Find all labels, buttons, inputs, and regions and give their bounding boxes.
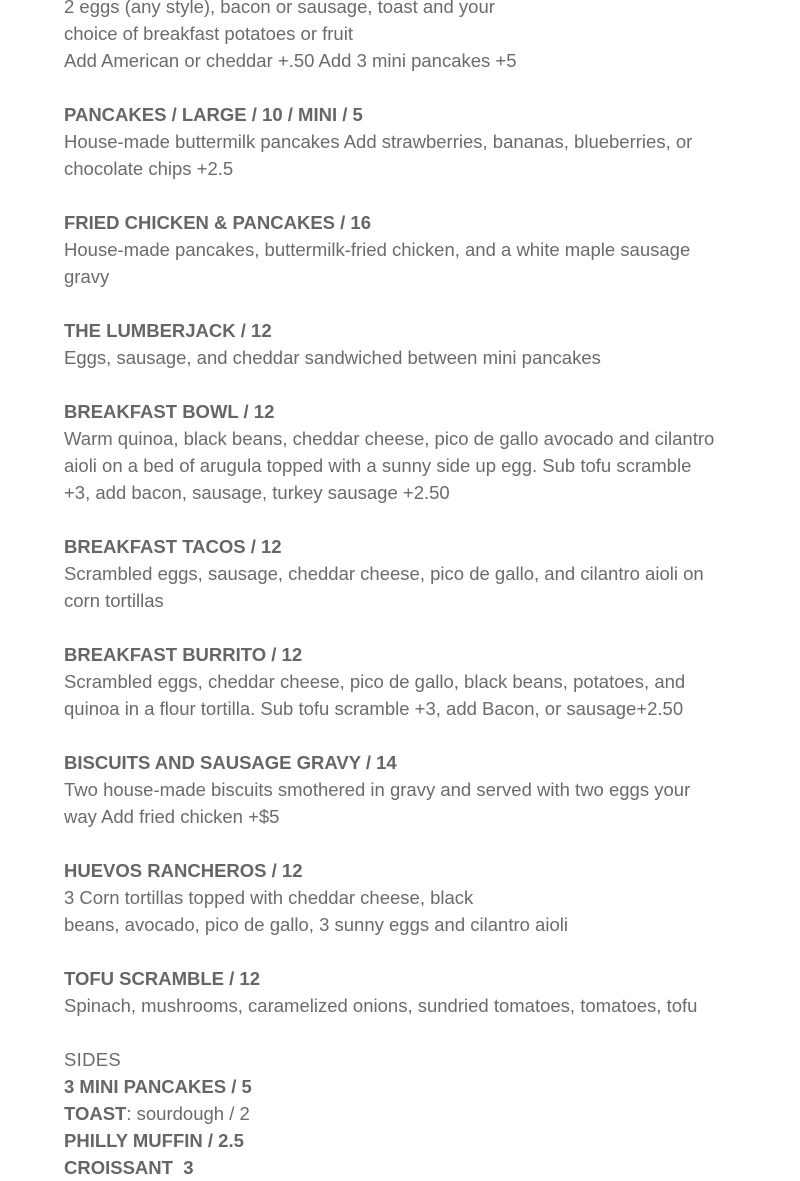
intro-line: Add American or cheddar +.50 Add 3 mini pancakes +5 (64, 50, 517, 71)
menu-item-description: Spinach, mushrooms, caramelized onions, sundried tomatoes, tomatoes, tofu (64, 995, 698, 1016)
side-item-name: CROISSANT 3 (64, 1157, 194, 1178)
menu-item-description: chocolate chips +2.5 (64, 158, 234, 179)
menu-item-biscuits-gravy (64, 749, 744, 830)
menu-item-tofu-scramble (64, 965, 744, 1019)
breakfast-menu (64, 0, 744, 1181)
side-item-name: 3 MINI PANCAKES / 5 (64, 1076, 252, 1097)
side-item-name: TOAST (64, 1103, 127, 1124)
menu-item-description: beans, avocado, pico de gallo, 3 sunny eggs and cilantro aioli (64, 914, 568, 935)
menu-item-fried-chicken-pancakes (64, 209, 744, 290)
menu-item-title: PANCAKES / LARGE / 10 / MINI / 5 (64, 104, 363, 125)
menu-item-description: Two house-made biscuits smothered in gravy and served with two eggs your (64, 779, 691, 800)
menu-item-title: BISCUITS AND SAUSAGE GRAVY / 14 (64, 752, 397, 773)
menu-item-lumberjack (64, 317, 744, 371)
intro-item (64, 0, 744, 74)
menu-item-title: TOFU SCRAMBLE / 12 (64, 968, 260, 989)
menu-item-breakfast-burrito (64, 641, 744, 722)
sides-heading: SIDES (64, 1049, 122, 1070)
menu-item-description: Eggs, sausage, and cheddar sandwiched between mini pancakes (64, 347, 601, 368)
menu-item-description: Scrambled eggs, cheddar cheese, pico de gallo, black beans, potatoes, and (64, 671, 686, 692)
menu-item-description: quinoa in a flour tortilla. Sub tofu scramble +3, add Bacon, or sausage+2.50 (64, 698, 684, 719)
menu-item-huevos-rancheros (64, 857, 744, 938)
menu-item-title: FRIED CHICKEN & PANCAKES / 16 (64, 212, 372, 233)
menu-item-description: gravy (64, 266, 110, 287)
menu-item-breakfast-bowl (64, 398, 744, 506)
menu-item-title: BREAKFAST BOWL / 12 (64, 401, 275, 422)
menu-item-description: aioli on a bed of arugula topped with a sunny side up egg. Sub tofu scramble (64, 455, 692, 476)
menu-item-description: way Add fried chicken +$5 (64, 806, 280, 827)
menu-item-title: THE LUMBERJACK / 12 (64, 320, 272, 341)
menu-item-description: House-made pancakes, buttermilk-fried chicken, and a white maple sausage (64, 239, 691, 260)
menu-item-title: BREAKFAST BURRITO / 12 (64, 644, 303, 665)
menu-item-description: corn tortillas (64, 590, 164, 611)
intro-line: choice of breakfast potatoes or fruit (64, 23, 353, 44)
menu-item-description: +3, add bacon, sausage, turkey sausage +2.50 (64, 482, 450, 503)
menu-item-description: Scrambled eggs, sausage, cheddar cheese, pico de gallo, and cilantro aioli on (64, 563, 704, 584)
side-item (64, 1127, 744, 1154)
menu-item-description: 3 Corn tortillas topped with cheddar cheese, black (64, 887, 474, 908)
intro-line: 2 eggs (any style), bacon or sausage, toast and your (64, 0, 495, 17)
menu-item-description: House-made buttermilk pancakes Add strawberries, bananas, blueberries, or (64, 131, 693, 152)
menu-item-description: Warm quinoa, black beans, cheddar cheese, pico de gallo avocado and cilantro (64, 428, 715, 449)
side-item-name: PHILLY MUFFIN / 2.5 (64, 1130, 244, 1151)
side-item (64, 1073, 744, 1100)
menu-item-title: HUEVOS RANCHEROS / 12 (64, 860, 303, 881)
menu-item-breakfast-tacos (64, 533, 744, 614)
sides-section (64, 1046, 744, 1181)
menu-item-pancakes (64, 101, 744, 182)
menu-item-title: BREAKFAST TACOS / 12 (64, 536, 282, 557)
side-item (64, 1100, 744, 1127)
side-item (64, 1154, 744, 1181)
side-item-detail: : sourdough / 2 (126, 1103, 250, 1124)
